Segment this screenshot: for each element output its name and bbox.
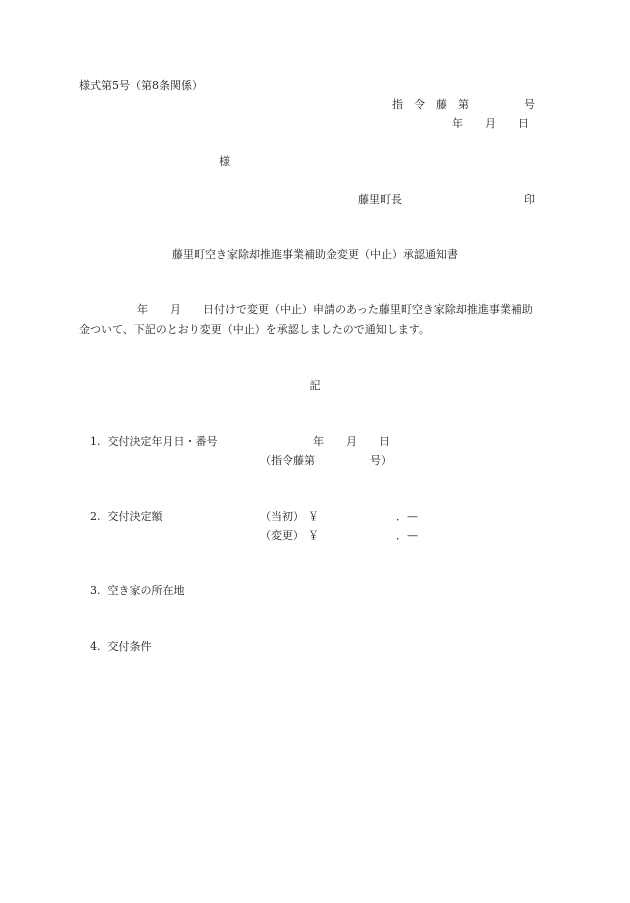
item-1-number: （指令藤第 号） [260,454,392,467]
addressee-honorific: 様 [219,155,230,168]
document-title: 藤里町空き家除却推進事業補助金変更（中止）承認通知書 [172,248,458,261]
item-3-label: 3. 空き家の所在地 [90,584,185,597]
item-1-date: 年 月 日 [313,435,390,448]
document-number: 指 令 藤 第 号 [392,98,535,111]
seal-mark: 印 [524,193,535,206]
body-line-2: 金ついて、下記のとおり変更（中止）を承認しましたので通知します。 [79,323,430,336]
body-line-1: 年 月 日付けで変更（中止）申請のあった藤里町空き家除却推進事業補助 [137,303,533,316]
item-4-label: 4. 交付条件 [90,640,152,653]
item-2-original-kind: （当初） [260,510,304,523]
form-label: 様式第5号（第8条関係） [79,79,203,92]
item-2-changed-suffix: ．— [396,529,418,542]
item-2-label: 2. 交付決定額 [90,510,163,523]
item-2-changed-yen: ￥ [308,529,319,542]
issuer-title: 藤里町長 [358,193,402,206]
item-1-label: 1. 交付決定年月日・番号 [90,435,218,448]
issue-date: 年 月 日 [452,117,529,130]
item-2-original-yen: ￥ [308,510,319,523]
item-2-changed-kind: （変更） [260,529,304,542]
item-2-original-suffix: ．— [396,510,418,523]
ki-heading: 記 [309,379,321,392]
